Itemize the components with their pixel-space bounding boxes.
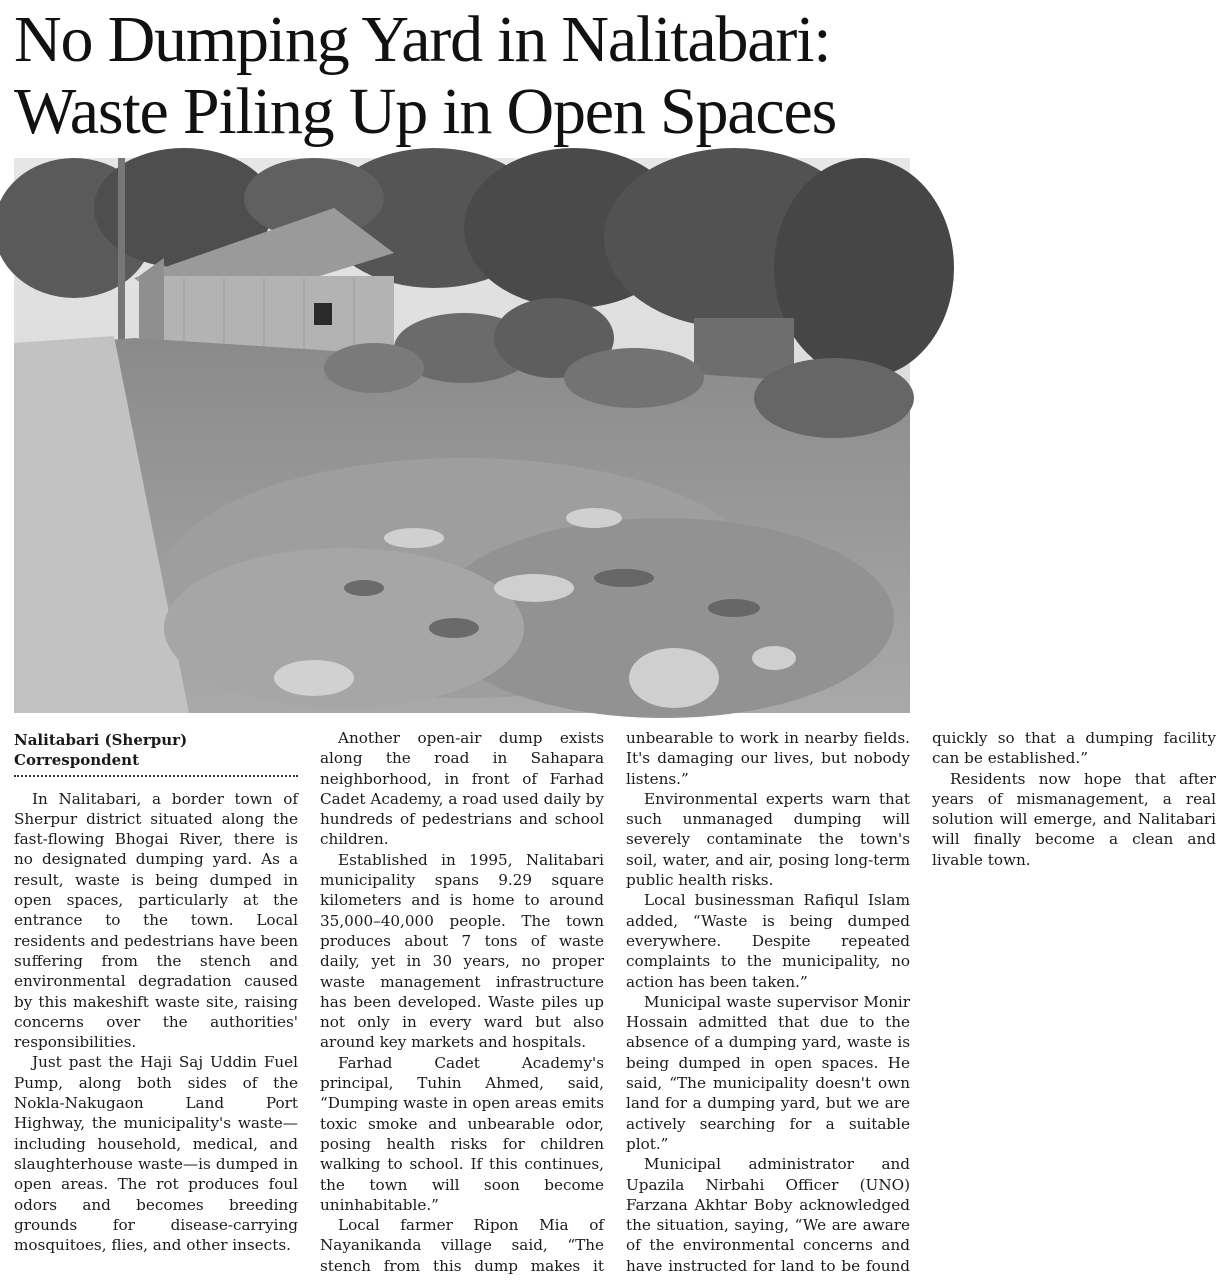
- paragraph: Local businessman Rafiqul Islam added, “Waste is being dumped everywhere. Despite repeated complaints to the municipality, no action has been taken.”: [626, 891, 910, 991]
- paragraph: Another open-air dump exists along the road in Sahapara neighborhood, in front of Farhad Cadet Academy, a road used daily by hundreds of pedestrians and school children.: [320, 729, 604, 849]
- paragraph: Local farmer Ripon Mia of Nayanikanda village said, “The stench from this dump makes it unbearable to work in nearby fields. It's damaging our lives, but nobody listens.”: [320, 729, 910, 1275]
- paragraph: Residents now hope that after years of mismanagement, a real solution will emerge, and Nalitabari will finally become a clean and livable town.: [932, 769, 1216, 869]
- paragraph: Environmental experts warn that such unmanaged dumping will severely contaminate the town's soil, water, and air, posing long-term public health risks.: [626, 789, 910, 890]
- paragraph: Farhad Cadet Academy's principal, Tuhin Ahmed, said, “Dumping waste in open areas emits toxic smoke and unbearable odor, posing health risks for children walking to school. If this continues, the town will soon become uninhabitable.”: [320, 1053, 604, 1214]
- paragraph: Municipal waste supervisor Monir Hossain admitted that due to the absence of a dumping yard, waste is being dumped in open spaces. He said, “The municipality doesn't own land for a dumping yard, but we are actively searching for a suitable plot.”: [626, 992, 910, 1153]
- paragraph: In Nalitabari, a border town of Sherpur district situated along the fast-flowing Bhogai River, there is no designated dumping yard. As a result, waste is being dumped in open spaces, particularly at the entrance to the town. Local residents and pedestrians have been suffering from the stench and environmental degradation caused by this makeshift waste site, raising concerns over the authorities' responsibilities.: [14, 789, 298, 1052]
- headline: [14, 4, 914, 148]
- article-body: [14, 728, 1216, 1280]
- paragraph: Municipal administrator and Upazila Nirbahi Officer (UNO) Farzana Akhtar Boby acknowledged the situation, saying, “We are aware of the environmental concerns and have instructed for land to be found quickly so that a dumping facility can be established.”: [626, 729, 1216, 1275]
- paragraph: Just past the Haji Saj Uddin Fuel Pump, along both sides of the Nokla-Nakugaon Land Port Highway, the municipality's waste—including household, medical, and slaughterhouse waste—is dumped in open areas. The rot produces foul odors and becomes breeding grounds for disease-carrying mosquitoes, flies, and other insects.: [14, 1053, 298, 1255]
- paragraph: Established in 1995, Nalitabari municipality spans 9.29 square kilometers and is home to around 35,000–40,000 people. The town produces about 7 tons of waste daily, yet in 30 years, no proper waste management infrastructure has been developed. Waste piles up not only in every ward but also around key markets and hospitals.: [320, 850, 604, 1052]
- news-photo: [14, 158, 910, 713]
- headline-line-1: No Dumping Yard in Nalitabari:: [14, 3, 831, 76]
- byline: Nalitabari (Sherpur) Correspondent: [14, 730, 298, 777]
- headline-line-2: Waste Piling Up in Open Spaces: [14, 75, 837, 148]
